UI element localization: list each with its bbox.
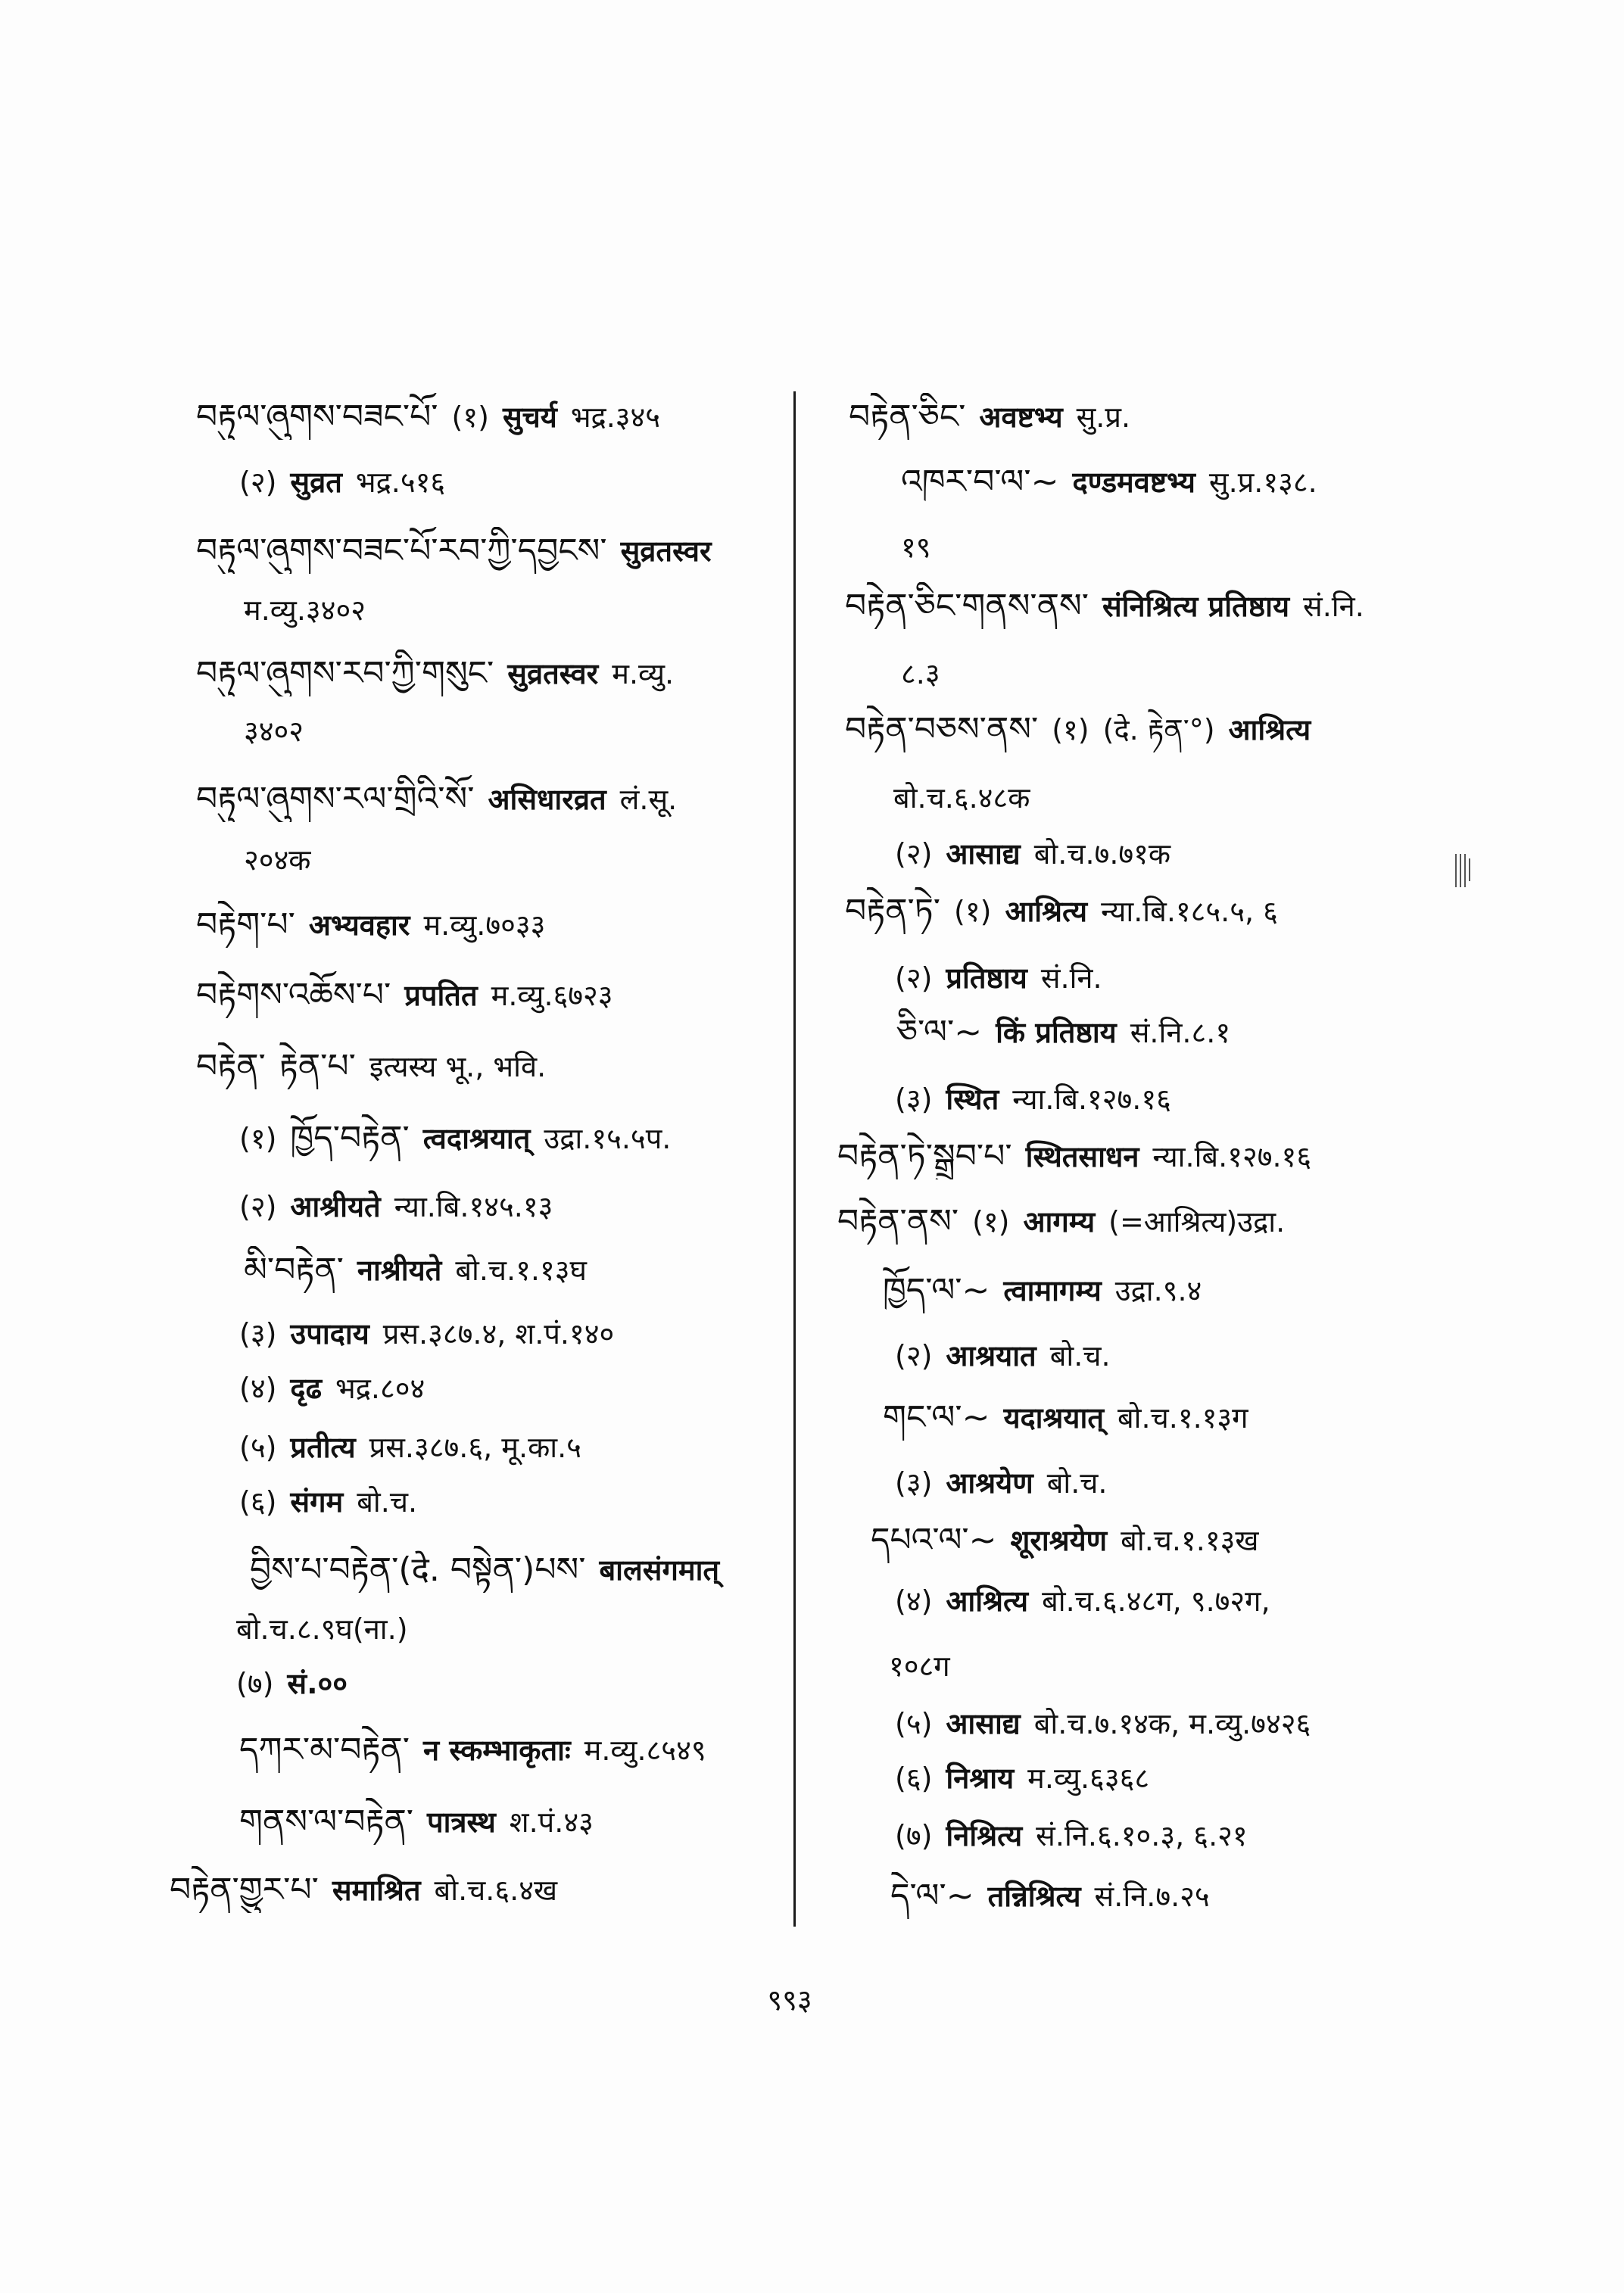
source-reference: बो.च.७.१४क, म.व्यु.७४२६ xyxy=(1033,1706,1311,1740)
sense-number: (४) xyxy=(895,1584,933,1618)
source-reference: प्रस.३८७.६, मू.का.५ xyxy=(369,1430,581,1464)
tibetan-term: གནས་ལ་བརྟེན་ xyxy=(239,1802,414,1841)
sanskrit-equivalent: आश्रित्य xyxy=(1005,894,1088,928)
sense-number: (६) xyxy=(895,1761,933,1795)
tibetan-term: དེ་ལ་~ xyxy=(890,1876,974,1915)
tibetan-term: རྟེན་པ་ xyxy=(279,1046,356,1086)
sanskrit-equivalent: नाश्रीयते xyxy=(357,1253,442,1287)
source-reference: इत्यस्य भू., भवि. xyxy=(369,1049,547,1083)
entry-line xyxy=(845,706,1324,752)
sanskrit-equivalent: अभ्यवहार xyxy=(308,908,410,942)
sanskrit-equivalent: पात्रस्थ xyxy=(427,1805,496,1839)
entry-line xyxy=(196,650,687,696)
sanskrit-equivalent: निश्रित्य xyxy=(946,1818,1023,1852)
sanskrit-equivalent: संगम xyxy=(290,1485,344,1519)
sanskrit-equivalent: दृढ xyxy=(290,1371,322,1405)
sense-number: (२) xyxy=(895,1338,933,1372)
source-reference: १०८ग xyxy=(889,1649,950,1683)
source-reference: बो.च.१.१३ग xyxy=(1117,1400,1248,1435)
sanskrit-equivalent: आश्रयेण xyxy=(946,1466,1033,1500)
tibetan-term: བརྟུལ་ཞུགས་བཟང་པོ་ xyxy=(196,397,438,436)
entry-line xyxy=(895,830,1184,877)
source-reference: बो.च.८.९घ(ना.) xyxy=(236,1612,408,1646)
source-reference: सं.नि. xyxy=(1303,589,1364,623)
entry-line xyxy=(901,458,1331,505)
sanskrit-equivalent: सुव्रत xyxy=(290,465,342,499)
tibetan-term: ཅི་ལ་~ xyxy=(896,1012,983,1051)
entry-line xyxy=(895,1459,1121,1506)
sense-number: (१) xyxy=(954,894,992,928)
entry-line xyxy=(239,1798,607,1845)
entry-line xyxy=(239,1726,720,1773)
source-reference: बो.च.७.७१क xyxy=(1033,837,1171,871)
entry-line xyxy=(895,1699,1324,1746)
sanskrit-equivalent: संनिश्रित्य प्रतिष्ठाय xyxy=(1102,589,1289,623)
source-reference: ३४०२ xyxy=(244,714,304,748)
tibetan-term: བརྟེན་ཅིང་གནས་ནས་ xyxy=(845,586,1089,625)
entry-line xyxy=(893,774,1043,821)
source-reference: श.पं.४३ xyxy=(509,1805,594,1839)
source-reference: बो.च.६.४ख xyxy=(434,1873,558,1907)
source-reference: सं.नि. xyxy=(1040,961,1102,995)
sanskrit-equivalent: आश्रित्य xyxy=(1228,712,1311,746)
sanskrit-equivalent: प्रतीत्य xyxy=(290,1430,356,1464)
source-reference: (दे. རྟེན་°) xyxy=(1102,712,1215,746)
sanskrit-equivalent: स्थित xyxy=(946,1082,999,1116)
sense-number: (१) xyxy=(239,1121,277,1155)
source-reference: बो.च. xyxy=(357,1485,418,1519)
entry-line xyxy=(196,527,725,574)
source-reference: बो.च.१.१३घ xyxy=(455,1253,587,1287)
source-reference: १९ xyxy=(901,530,931,564)
tibetan-term: འཁར་བ་ལ་~ xyxy=(901,462,1059,501)
source-reference: लं.सू. xyxy=(619,782,678,816)
sense-number: (६) xyxy=(239,1485,277,1519)
tibetan-term: མི་བརྟེན་ xyxy=(244,1250,344,1289)
entry-line xyxy=(901,523,945,570)
entry-line xyxy=(837,1198,1298,1245)
source-reference: बो.च.६.४८ग, ९.७२ग, xyxy=(1042,1584,1270,1618)
sanskrit-equivalent: निश्राय xyxy=(946,1761,1015,1795)
entry-line xyxy=(883,1266,1215,1313)
tibetan-term: བྱིས་པ་བརྟེན་(दे. བསྟེན་)པས་ xyxy=(250,1550,586,1589)
entry-line xyxy=(895,1577,1284,1624)
sense-number: (१) xyxy=(972,1204,1010,1238)
entry-line xyxy=(196,971,627,1018)
sanskrit-equivalent: किं प्रतिष्ठाय xyxy=(996,1015,1117,1049)
sanskrit-equivalent: असिधारव्रत xyxy=(488,782,606,816)
entry-line xyxy=(849,393,1144,440)
entry-line xyxy=(236,1659,361,1706)
source-reference: न्या.बि.१८५.५, ६ xyxy=(1101,894,1278,928)
entry-line xyxy=(845,887,1292,934)
margin-mark xyxy=(1454,854,1473,898)
sense-number: (४) xyxy=(239,1371,277,1405)
entry-line xyxy=(196,901,559,948)
source-reference: सु.प्र. xyxy=(1076,400,1131,434)
tibetan-term: ཁྱོད་བརྟེན་ xyxy=(290,1118,410,1157)
tibetan-term: བརྟེན་ཏེ་ xyxy=(845,891,941,930)
entry-line xyxy=(239,1310,628,1357)
sense-number: (२) xyxy=(239,465,277,499)
sanskrit-equivalent: उपादाय xyxy=(290,1316,369,1351)
sense-number: (७) xyxy=(895,1818,933,1852)
tibetan-term: ཁྱོད་ལ་~ xyxy=(883,1270,990,1310)
source-reference: सु.प्र.१३८. xyxy=(1208,465,1317,499)
entry-line xyxy=(837,1132,1325,1179)
source-reference: बो.च. xyxy=(1046,1466,1108,1500)
tibetan-term: བརྟེན་ཏེ་སྒྲུབ་པ་ xyxy=(837,1136,1012,1176)
entry-line xyxy=(170,1866,571,1913)
tibetan-term: བརྟུལ་ཞུགས་བཟང་པོ་རབ་ཀྱི་དབྱངས་ xyxy=(196,531,607,570)
entry-line xyxy=(896,1008,1244,1055)
entry-line xyxy=(244,707,317,754)
sanskrit-equivalent: आश्रयात xyxy=(946,1338,1036,1372)
source-reference: म.व्यु.६३६८ xyxy=(1027,1761,1150,1795)
tibetan-term: དཔའ་ལ་~ xyxy=(871,1520,997,1559)
source-reference: सं.नि.७.२५ xyxy=(1094,1879,1210,1913)
sense-number: (७) xyxy=(236,1666,274,1700)
tibetan-term: བརྟེག་པ་ xyxy=(196,905,295,944)
sense-number: (२) xyxy=(895,961,933,995)
sanskrit-equivalent: आगम्य xyxy=(1023,1204,1096,1238)
entry-line xyxy=(196,775,690,822)
entry-line xyxy=(196,393,674,440)
entry-line xyxy=(239,458,459,505)
source-reference: म.व्यु.३४०२ xyxy=(244,593,366,627)
entry-line xyxy=(239,1364,438,1411)
sanskrit-equivalent: स्थितसाधन xyxy=(1025,1139,1139,1173)
entry-line xyxy=(244,836,324,883)
sanskrit-equivalent: समाश्रित xyxy=(332,1873,421,1907)
page-number: ९९३ xyxy=(767,1983,812,2017)
entry-line xyxy=(895,1332,1124,1379)
sanskrit-equivalent: त्वदाश्रयात् xyxy=(422,1121,531,1155)
source-reference: न्या.बि.१२७.१६ xyxy=(1012,1082,1171,1116)
sanskrit-equivalent: बालसंगमात् xyxy=(599,1553,720,1587)
source-reference: म.व्यु.७०३३ xyxy=(423,908,546,942)
entry-line xyxy=(244,1246,600,1293)
sense-number: (१) xyxy=(451,400,489,434)
tibetan-term: བརྟུལ་ཞུགས་རལ་གྲིའི་སོ་ xyxy=(196,779,475,818)
entry-line xyxy=(239,1114,684,1161)
source-reference: बो.च.१.१३ख xyxy=(1121,1523,1259,1557)
sanskrit-equivalent: आश्रीयते xyxy=(290,1189,381,1223)
entry-line xyxy=(244,586,379,633)
source-reference: म.व्यु.८५४९ xyxy=(584,1733,706,1767)
entry-line xyxy=(901,650,954,696)
source-reference: (=आश्रित्य)उद्रा. xyxy=(1108,1204,1286,1238)
tibetan-term: བརྟེན་བཅས་ནས་ xyxy=(845,709,1039,749)
source-reference: सं.नि.६.१०.३, ६.२१ xyxy=(1036,1818,1248,1852)
entry-line xyxy=(889,1642,964,1689)
source-reference: बो.च.६.४८क xyxy=(893,780,1030,815)
tibetan-term: བརྟུལ་ཞུགས་རབ་ཀྱི་གསུང་ xyxy=(196,653,494,693)
source-reference: भद्र.८०४ xyxy=(335,1371,425,1405)
source-reference: ८.३ xyxy=(901,656,940,690)
sanskrit-equivalent: न स्कम्भाकृताः xyxy=(423,1733,571,1767)
sense-number: (३) xyxy=(895,1082,933,1116)
sanskrit-equivalent: आसाद्य xyxy=(946,837,1021,871)
sanskrit-equivalent: शूराश्रयेण xyxy=(1010,1523,1108,1557)
source-reference: २०४क xyxy=(244,843,311,877)
entry-line xyxy=(871,1516,1272,1563)
entry-line xyxy=(895,954,1116,1001)
tibetan-term: བརྟེན་ནས་ xyxy=(837,1201,959,1241)
tibetan-term: གང་ལ་~ xyxy=(883,1397,990,1437)
source-reference: उद्रा.१५.५प. xyxy=(544,1121,672,1155)
tibetan-term: བརྟེན་ xyxy=(196,1046,266,1086)
entry-line xyxy=(845,582,1378,629)
entry-line xyxy=(895,1812,1261,1858)
sanskrit-equivalent: प्रतिष्ठाय xyxy=(946,961,1027,995)
entry-line xyxy=(883,1394,1262,1441)
entry-line xyxy=(239,1182,566,1229)
sense-number: (३) xyxy=(895,1466,933,1500)
tibetan-term: བརྟེགས་འཆོས་པ་ xyxy=(196,975,391,1014)
sanskrit-equivalent: सुव्रतस्वर xyxy=(507,656,599,690)
sanskrit-equivalent: सुचर्य xyxy=(502,400,557,434)
source-reference: उद्रा.९.४ xyxy=(1114,1273,1202,1307)
sense-number: (५) xyxy=(895,1706,933,1740)
entry-line xyxy=(895,1754,1163,1801)
sanskrit-equivalent: सं.०० xyxy=(287,1666,348,1700)
source-reference: सं.नि.८.१ xyxy=(1130,1015,1231,1049)
sanskrit-equivalent: दण्डमवष्टभ्य xyxy=(1072,465,1195,499)
source-reference: म.व्यु.६७२३ xyxy=(491,978,613,1012)
entry-line xyxy=(250,1546,733,1593)
sense-number: (१) xyxy=(1052,712,1089,746)
tibetan-term: བརྟེན་ཅིང་ xyxy=(849,397,966,436)
entry-line xyxy=(236,1605,422,1652)
source-reference: भद्र.५१६ xyxy=(355,465,446,499)
sanskrit-equivalent: तन्निश्रित्य xyxy=(987,1879,1081,1913)
source-reference: प्रस.३८७.४, श.पं.१४० xyxy=(382,1316,615,1351)
sanskrit-equivalent: प्रपतित xyxy=(404,978,478,1012)
sanskrit-equivalent: यदाश्रयात् xyxy=(1003,1400,1104,1435)
entry-line xyxy=(890,1872,1223,1919)
column-divider xyxy=(793,391,796,1927)
sanskrit-equivalent: सुव्रतस्वर xyxy=(620,534,712,568)
sense-number: (५) xyxy=(239,1430,277,1464)
source-reference: न्या.बि.१२७.१६ xyxy=(1152,1139,1312,1173)
source-reference: न्या.बि.१४५.१३ xyxy=(394,1189,553,1223)
sense-number: (३) xyxy=(239,1316,277,1351)
entry-line xyxy=(239,1423,595,1470)
sanskrit-equivalent: आश्रित्य xyxy=(946,1584,1029,1618)
source-reference: भद्र.३४५ xyxy=(570,400,661,434)
tibetan-term: དཀར་མ་བརྟེན་ xyxy=(239,1730,410,1769)
sanskrit-equivalent: त्वामागम्य xyxy=(1003,1273,1102,1307)
sense-number: (२) xyxy=(895,837,933,871)
entry-line xyxy=(239,1478,431,1525)
sanskrit-equivalent: अवष्टभ्य xyxy=(979,400,1063,434)
sense-number: (२) xyxy=(239,1189,277,1223)
source-reference: म.व्यु. xyxy=(612,656,675,690)
source-reference: बो.च. xyxy=(1049,1338,1111,1372)
entry-line xyxy=(895,1075,1185,1122)
tibetan-term: བརྟེན་གྱུར་པ་ xyxy=(170,1870,319,1909)
entry-line xyxy=(196,1042,560,1089)
sanskrit-equivalent: आसाद्य xyxy=(946,1706,1021,1740)
